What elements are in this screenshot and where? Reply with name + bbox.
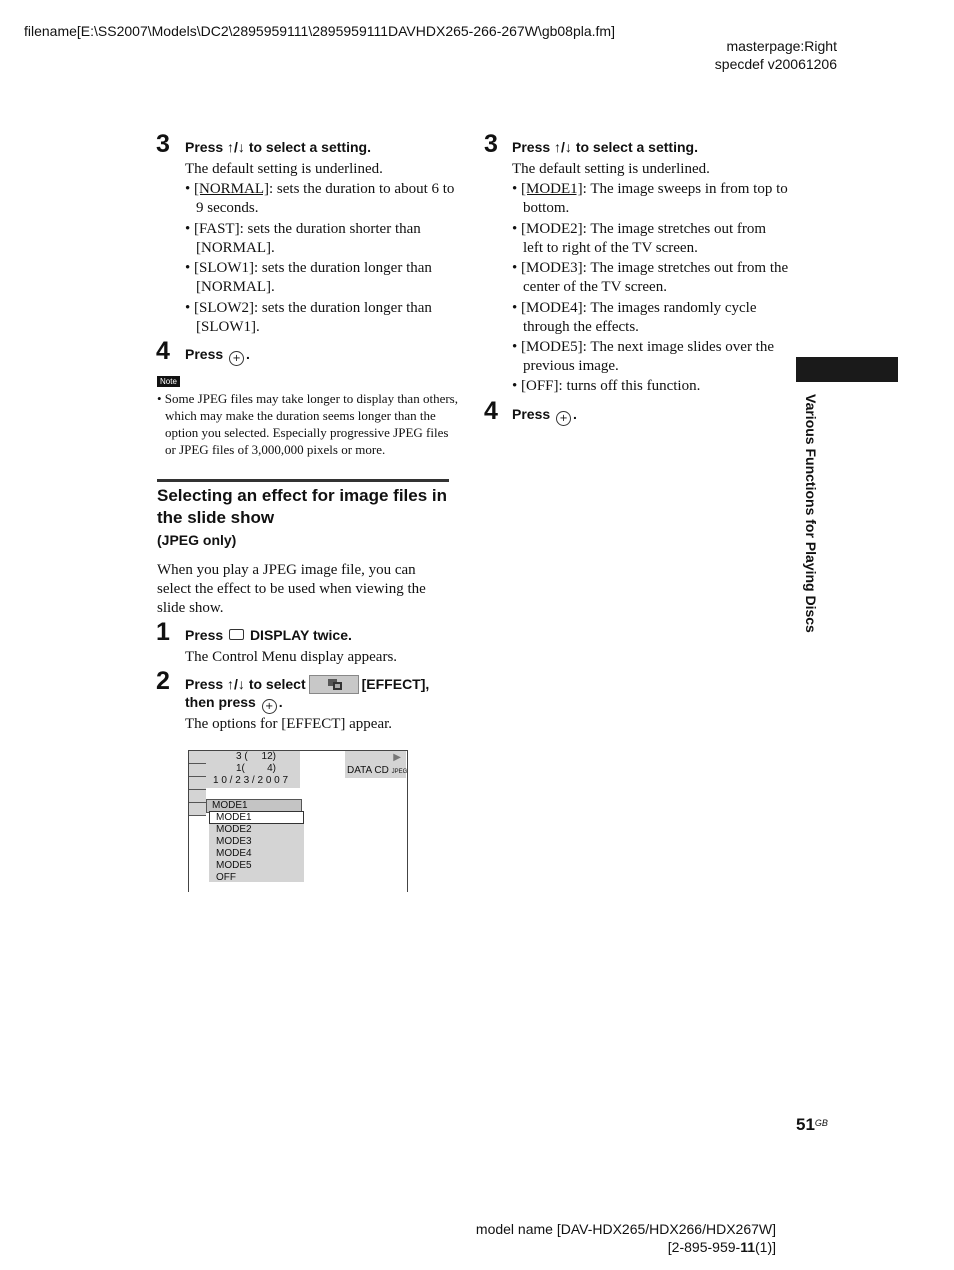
note-label: Note (157, 376, 180, 387)
list-item: • [MODE5]: The next image slides over the previous image. (512, 339, 775, 374)
option-desc: : The next image slides over the previous image. (523, 339, 775, 374)
step-heading: Press ↑/↓ to select a setting. (185, 139, 371, 155)
step-heading (185, 675, 429, 694)
option-desc: : turns off this function. (558, 378, 701, 394)
list-item: • [MODE4]: The images randomly cycle through the effects. (512, 300, 757, 335)
option-item[interactable]: MODE2 (216, 824, 252, 835)
step-number: 3 (484, 130, 497, 158)
note-text: • Some JPEG files may take longer to display than others, which may make the duration seems longer than the option you selected. Especially progressive JPEG files or JPEG files of 3,000,000 pixels or more. (157, 391, 458, 457)
page-number (796, 1115, 828, 1135)
default-note: The default setting is underlined. (512, 161, 710, 177)
step-heading-text: then press (185, 694, 256, 710)
option-desc: : The image stretches out from the center of the TV screen. (523, 260, 789, 295)
option-name: [FAST] (194, 221, 240, 237)
step-desc: The options for [EFFECT] appear. (185, 716, 393, 732)
step-heading (185, 626, 352, 644)
section-intro: When you play a JPEG image file, you can select the effect to be used when viewing the slide show. (157, 562, 426, 616)
disc-type: DATA CD (347, 765, 389, 776)
option-name: [NORMAL] (194, 181, 270, 197)
effect-icon (309, 675, 359, 694)
option-name: [MODE2] (521, 221, 583, 237)
option-name: [MODE1] (521, 181, 583, 197)
step-heading-text: Press ↑/↓ to select (185, 676, 306, 692)
step-heading-text: Press (512, 406, 551, 422)
option-name: [MODE5] (521, 339, 583, 355)
enter-button-icon: + (556, 411, 571, 426)
list-item: • [MODE3]: The image stretches out from the center of the TV screen. (512, 260, 789, 295)
option-desc: : sets the duration longer than [SLOW1]. (196, 300, 432, 335)
step-heading-text: [EFFECT], (361, 676, 430, 692)
section-title: Selecting an effect for image files in the slide show (157, 486, 448, 527)
current-setting-text: MODE1 (212, 800, 248, 811)
side-tab-marker (796, 357, 898, 382)
list-item: • [FAST]: sets the duration shorter than [NORMAL]. (185, 221, 421, 256)
step-heading: Press + . (512, 406, 577, 424)
step-heading: then press + . (185, 694, 283, 712)
option-desc: : sets the duration shorter than [NORMAL]. (196, 221, 421, 256)
control-menu-display (188, 750, 408, 892)
display-button-icon (229, 629, 244, 640)
options-list (209, 811, 304, 882)
option-name: [MODE3] (521, 260, 583, 276)
section-rule (157, 479, 449, 482)
list-item: • [OFF]: turns off this function. (512, 378, 701, 394)
step-number: 4 (484, 397, 497, 425)
option-item[interactable]: OFF (216, 872, 236, 883)
icon-column (189, 751, 206, 849)
part-code-post: (1)] (755, 1239, 776, 1255)
disc-format: JPEG (391, 769, 408, 775)
list-item: • [MODE2]: The image stretches out from left to right of the TV screen. (512, 221, 767, 256)
option-item-selected[interactable]: MODE1 (209, 811, 304, 824)
step-number: 4 (156, 337, 169, 365)
option-item[interactable]: MODE3 (216, 836, 252, 847)
list-item: • [NORMAL]: sets the duration to about 6 to 9 seconds. (185, 181, 455, 216)
side-tab-label: Various Functions for Playing Discs (803, 394, 819, 633)
model-name: model name [DAV-HDX265/HDX266/HDX267W] (475, 1221, 776, 1237)
part-code-pre: [2-895-959- (667, 1239, 741, 1255)
option-desc: : sets the duration longer than [NORMAL]. (196, 260, 432, 295)
part-code-bold: 11 (740, 1239, 755, 1255)
step-heading-text: Press (185, 346, 224, 362)
step-heading-text: Press (185, 627, 224, 643)
enter-button-icon: + (229, 351, 244, 366)
page-number-text: 51 (796, 1115, 815, 1134)
section-subtitle: (JPEG only) (157, 532, 237, 548)
option-name: [SLOW2] (194, 300, 255, 316)
enter-button-icon: + (262, 699, 277, 714)
step-number: 3 (156, 130, 169, 158)
info-panel (206, 751, 300, 788)
list-item: • [SLOW1]: sets the duration longer than [NORMAL]. (185, 260, 432, 295)
step-heading: Press ↑/↓ to select a setting. (512, 139, 698, 155)
option-item[interactable]: MODE4 (216, 848, 252, 859)
step-desc: The Control Menu display appears. (185, 649, 398, 665)
option-desc: : The image sweeps in from top to bottom. (523, 181, 788, 216)
step-number: 2 (156, 667, 169, 695)
file-counter: 1( 4) (236, 763, 277, 774)
part-code (668, 1238, 776, 1256)
date-readout: 1 0 / 2 3 / 2 0 0 7 (213, 775, 289, 786)
option-desc: : The images randomly cycle through the effects. (523, 300, 757, 335)
list-item: • [SLOW2]: sets the duration longer than [SLOW1]. (185, 300, 432, 335)
specdef-header: specdef v20061206 (714, 56, 837, 72)
filename-header: filename[E:\SS2007\Models\DC2\2895959111\2895959111DAVHDX265-266-267W\gb08pla.fm] (24, 23, 615, 39)
option-desc: : The image stretches out from left to right of the TV screen. (523, 221, 767, 256)
disc-panel (345, 751, 406, 778)
step-heading-text: DISPLAY twice. (249, 627, 352, 643)
option-name: [MODE4] (521, 300, 583, 316)
option-name: [SLOW1] (194, 260, 255, 276)
step-number: 1 (156, 618, 169, 646)
option-item[interactable]: MODE5 (216, 860, 252, 871)
default-note: The default setting is underlined. (185, 161, 383, 177)
page-suffix: GB (814, 1118, 828, 1128)
option-name: [OFF] (521, 378, 559, 394)
list-item: • [MODE1]: The image sweeps in from top to bottom. (512, 181, 788, 216)
track-counter: 3 ( 12) (236, 751, 277, 762)
step-heading: Press + . (185, 346, 250, 364)
option-desc: : sets the duration to about 6 to 9 seconds. (196, 181, 455, 216)
masterpage-header: masterpage:Right (726, 38, 837, 54)
play-icon: ▶ (393, 752, 401, 763)
